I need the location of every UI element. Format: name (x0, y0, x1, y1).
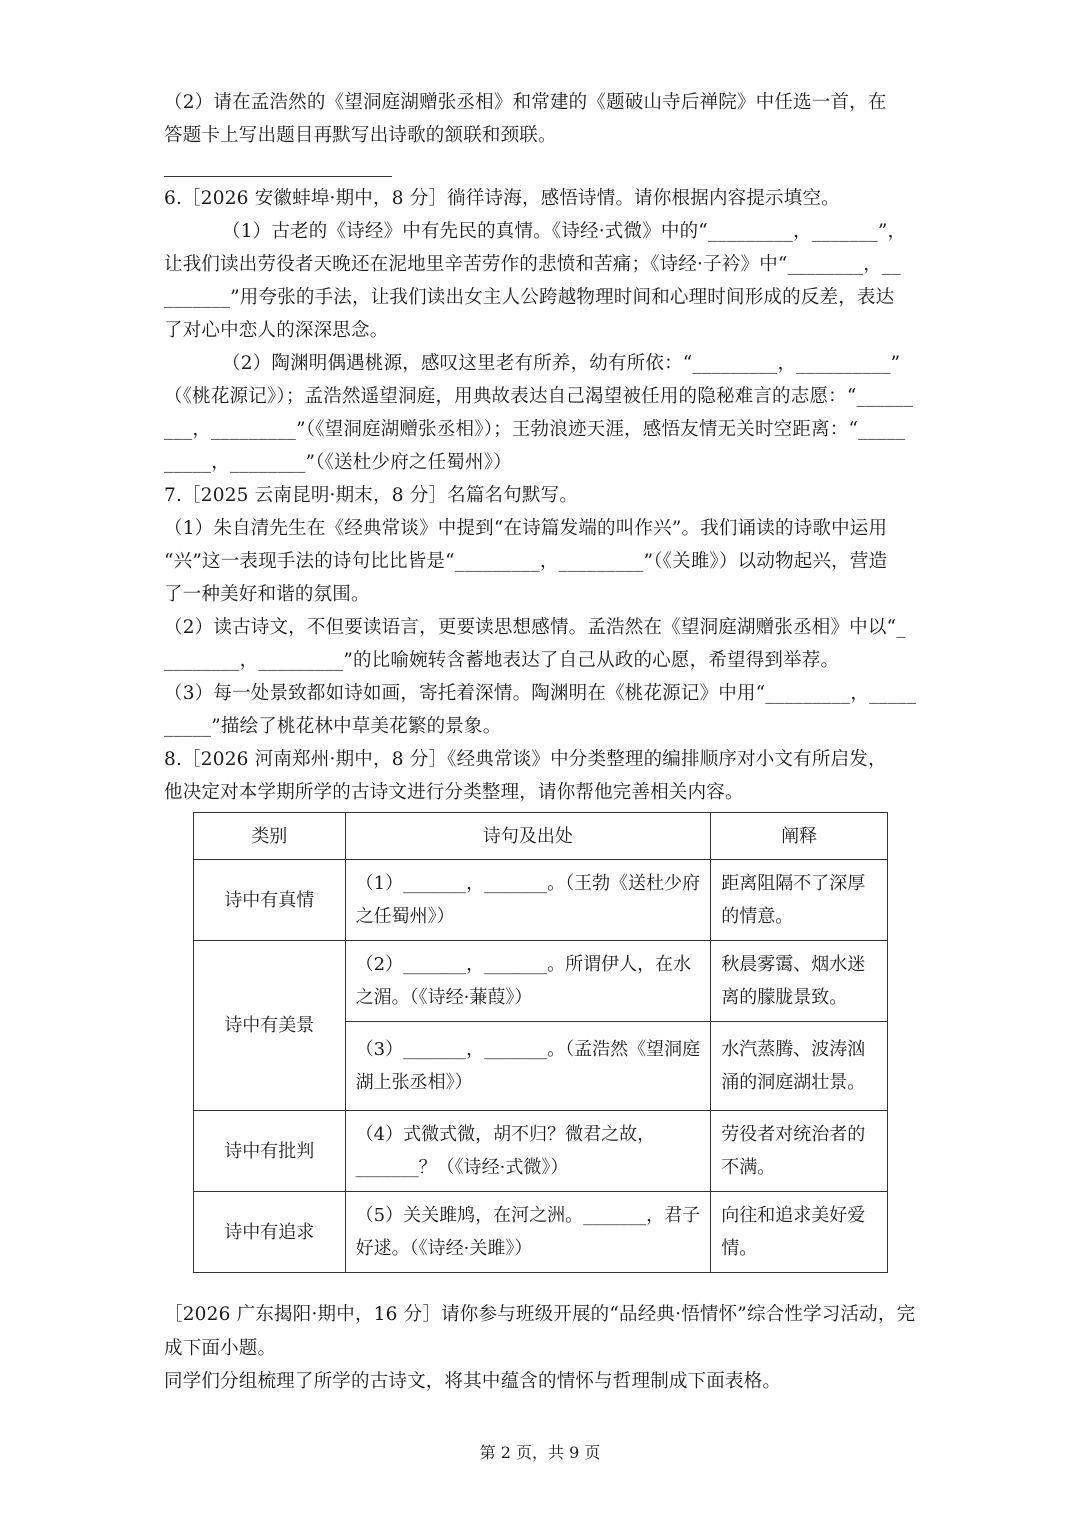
table-cell-verse: （1）_______，_______。（王勃《送杜少府之任蜀州》） (345, 860, 711, 941)
table-header-row (194, 813, 888, 860)
q8-heading: 8.［2026 河南郑州·期中，8 分］《经典常谈》中分类整理的编排顺序对小文有所启发， (164, 749, 887, 770)
q7-part3-line2: _____”描绘了桃花林中草美花繁的景象。 (164, 716, 502, 737)
table-cell-note: 劳役者对统治者的不满。 (711, 1111, 888, 1192)
q6-part2-line2: （《桃花源记》）；孟浩然遥望洞庭，用典故表达自己渴望被任用的隐秘难言的志愿：“______ (164, 386, 914, 407)
q6-part1-line4: 了对心中恋人的深深思念。 (164, 320, 389, 341)
table-row (194, 941, 888, 1022)
q6-part1-line3: _______”用夸张的手法，让我们读出女主人公跨越物理时间和心理时间形成的反差，表达 (164, 287, 895, 308)
table-header-category: 类别 (194, 813, 346, 860)
table-row (194, 1111, 888, 1192)
table-cell-category: 诗中有批判 (194, 1111, 346, 1192)
table-cell-verse: （5）关关雎鸠，在河之洲。_______，君子好逑。（《诗经·关雎》） (345, 1192, 711, 1273)
table-row (194, 860, 888, 941)
table-cell-note: 秋晨雾霭、烟水迷离的朦胧景致。 (711, 941, 888, 1022)
section-intro-line1: ［2026 广东揭阳·期中，16 分］请你参与班级开展的“品经典·悟情怀”综合性学习活动，完 (164, 1304, 916, 1325)
section-intro-line2: 成下面小题。 (164, 1338, 277, 1359)
q6-part1-line1: （1）古老的《诗经》中有先民的真情。《诗经·式微》中的“_________，_______”， (222, 221, 907, 242)
q6-heading: 6.［2026 安徽蚌埠·期中，8 分］徜徉诗海，感悟诗情。请你根据内容提示填空。 (164, 188, 840, 209)
q7-part1-line3: 了一种美好和谐的氛围。 (164, 584, 370, 605)
table-row (194, 1192, 888, 1273)
q6-part2-line4: _____，________”（《送杜少府之任蜀州》） (164, 452, 512, 473)
table-cell-note: 水汽蒸腾、波涛汹涌的洞庭湖壮景。 (711, 1022, 888, 1111)
q6-part2-line1: （2）陶渊明偶遇桃源，感叹这里老有所养，幼有所依：“_________，__________” (222, 353, 901, 374)
table-cell-verse: （2）_______，_______。所谓伊人，在水之湄。（《诗经·蒹葭》） (345, 941, 711, 1022)
q5-part2-line1: （2）请在孟浩然的《望洞庭湖赠张丞相》和常建的《题破山寺后禅院》中任选一首，在 (164, 92, 887, 113)
q7-part1-line2: “兴”这一表现手法的诗句比比皆是“_________，_________”（《关雎》）以动物起兴，营造 (164, 551, 888, 572)
table-cell-verse: （4）式微式微，胡不归？微君之故，_______？（《诗经·式微》） (345, 1111, 711, 1192)
table-cell-note: 距离阻隔不了深厚的情意。 (711, 860, 888, 941)
q5-part2-line2: 答题卡上写出题目再默写出诗歌的颔联和颈联。 (164, 125, 557, 146)
q8-heading-line2: 他决定对本学期所学的古诗文进行分类整理，请你帮他完善相关内容。 (164, 782, 744, 803)
page-number: 第 2 页，共 9 页 (479, 1443, 601, 1462)
answer-underline (164, 176, 392, 177)
q7-part2-line1: （2）读古诗文，不但要读语言，更要读思想感情。孟浩然在《望洞庭湖赠张丞相》中以“_ (164, 617, 906, 638)
q7-part2-line2: ________，_________”的比喻婉转含蓄地表达了自己从政的心愿，希望得到举荐。 (164, 650, 840, 671)
table-cell-note: 向往和追求美好爱情。 (711, 1192, 888, 1273)
table-cell-verse: （3）_______，_______。（孟浩然《望洞庭湖上张丞相》） (345, 1022, 711, 1111)
table-header-note: 阐释 (711, 813, 888, 860)
table-cell-category: 诗中有真情 (194, 860, 346, 941)
q7-part3-line1: （3）每一处景致都如诗如画，寄托着深情。陶渊明在《桃花源记》中用“_________，_____ (164, 683, 917, 704)
q6-part1-line2: 让我们读出劳役者天晚还在泥地里辛苦劳作的悲愤和苦痛；《诗经·子衿》中“________，__ (164, 254, 901, 275)
classification-table (193, 812, 888, 1273)
q7-heading: 7.［2025 云南昆明·期末，8 分］名篇名句默写。 (164, 485, 579, 506)
q7-part1-line1: （1）朱自清先生在《经典常谈》中提到“在诗篇发端的叫作兴”。我们诵读的诗歌中运用 (164, 518, 888, 539)
q6-part2-line3: ___，_________”（《望洞庭湖赠张丞相》）；王勃浪迹天涯，感悟友情无关时空距离：“_____ (164, 419, 906, 440)
section-intro-line3: 同学们分组梳理了所学的古诗文，将其中蕴含的情怀与哲理制成下面表格。 (164, 1371, 782, 1392)
table-cell-category: 诗中有美景 (194, 941, 346, 1111)
table-cell-category: 诗中有追求 (194, 1192, 346, 1273)
table-header-verse: 诗句及出处 (345, 813, 711, 860)
